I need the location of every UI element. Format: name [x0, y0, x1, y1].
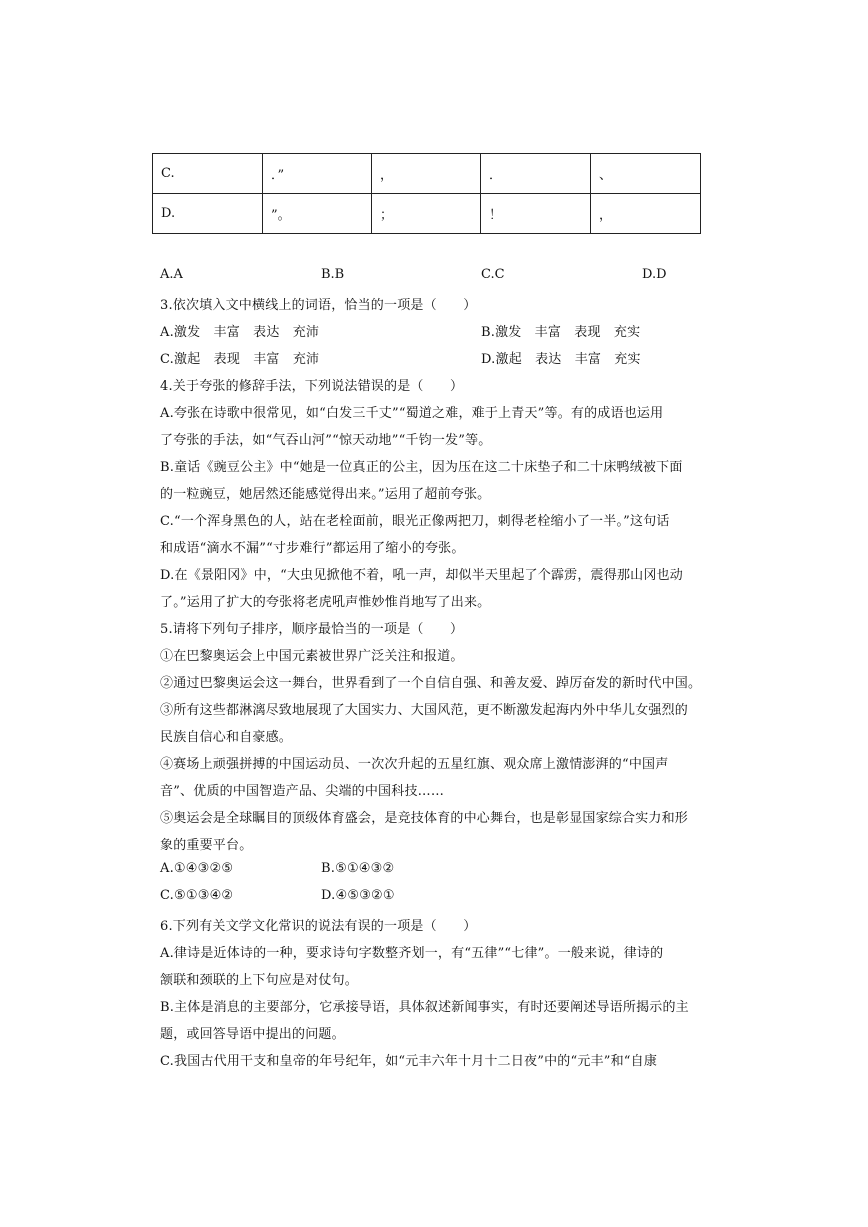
question-5-option-d: D.④⑤③②①: [321, 888, 395, 903]
table-cell: C.: [153, 154, 263, 194]
question-4-line: A.夸张在诗歌中很常见，如“白发三千丈”“蜀道之难，难于上青天”等。有的成语也运用: [160, 406, 664, 421]
question-6-line: A.律诗是近体诗的一种，要求诗句字数整齐划一，有“五律”“七律”。一般来说，律诗的: [160, 946, 664, 961]
table-cell: ．: [481, 154, 591, 194]
question-6-line: B.主体是消息的主要部分，它承接导语，具体叙述新闻事实，有时还要阐述导语所揭示的主: [160, 1000, 689, 1015]
question-5-stem: 5.请将下列句子排序，顺序最恰当的一项是（ ）: [160, 622, 464, 637]
table-cell: D.: [153, 194, 263, 234]
question-5-sentence: ⑤奥运会是全球瞩目的顶级体育盛会，是竞技体育的中心舞台，也是彰显国家综合实力和形: [160, 811, 689, 826]
punctuation-options-table: [152, 153, 701, 234]
question-4-line: D.在《景阳冈》中，“大虫见掀他不着，吼一声，却似半天里起了个霹雳，震得那山冈也动: [160, 568, 683, 583]
question-6-line: C.我国古代用干支和皇帝的年号纪年，如“元丰六年十月十二日夜”中的“元丰”和“自康: [160, 1054, 658, 1069]
table-row: [153, 154, 701, 194]
question-5-sentence: 象的重要平台。: [160, 838, 253, 853]
table-cell: 、: [591, 154, 701, 194]
question-3-option-c: C.激起 表现 丰富 充沛: [160, 352, 320, 367]
question-5-option-a: A.①④③②⑤: [160, 861, 234, 876]
question-3-option-d: D.激起 表达 丰富 充实: [481, 352, 641, 367]
table-cell: ，: [591, 194, 701, 234]
question-5-sentence: ②通过巴黎奥运会这一舞台，世界看到了一个自信自强、和善友爱、踔厉奋发的新时代中国。: [160, 676, 702, 691]
table-cell: ．”: [263, 154, 372, 194]
table-cell: ！: [481, 194, 591, 234]
question-6-line: 颔联和颈联的上下句应是对仗句。: [160, 973, 359, 988]
question-3-option-a: A.激发 丰富 表达 充沛: [160, 325, 320, 340]
question-5-sentence: ①在巴黎奥运会上中国元素被世界广泛关注和报道。: [160, 649, 464, 664]
answer-option-d: D.D: [642, 267, 667, 282]
question-4-line: 和成语“滴水不漏”“寸步难行”都运用了缩小的夸张。: [160, 541, 465, 556]
question-4-line: 了。”运用了扩大的夸张将老虎吼声惟妙惟肖地写了出来。: [160, 595, 491, 610]
question-4-stem: 4.关于夸张的修辞手法，下列说法错误的是（ ）: [160, 379, 464, 394]
table-cell: ”。: [263, 194, 372, 234]
question-5-option-c: C.⑤①③④②: [160, 888, 234, 903]
table-row: [153, 194, 701, 234]
question-5-sentence: 音”、优质的中国智造产品、尖端的中国科技……: [160, 784, 445, 799]
question-3-option-b: B.激发 丰富 表现 充实: [481, 325, 641, 340]
question-5-sentence: 民族自信心和自豪感。: [160, 730, 293, 745]
question-4-line: 了夸张的手法，如“气吞山河”“惊天动地”“千钧一发”等。: [160, 433, 492, 448]
question-4-line: 的一粒豌豆，她居然还能感觉得出来。”运用了超前夸张。: [160, 487, 491, 502]
question-4-line: C.“一个浑身黑色的人，站在老栓面前，眼光正像两把刀，刺得老栓缩小了一半。”这句话: [160, 514, 670, 529]
question-5-sentence: ③所有这些都淋漓尽致地展现了大国实力、大国风范，更不断激发起海内外中华儿女强烈的: [160, 703, 689, 718]
question-6-line: 题，或回答导语中提出的问题。: [160, 1027, 345, 1042]
table-cell: ，: [372, 154, 481, 194]
question-4-line: B.童话《豌豆公主》中“她是一位真正的公主，因为压在这二十床垫子和二十床鸭绒被下面: [160, 460, 683, 475]
question-5-option-b: B.⑤①④③②: [321, 861, 395, 876]
answer-option-b: B.B: [321, 267, 345, 282]
answer-option-a: A.A: [160, 267, 183, 282]
table-cell: ；: [372, 194, 481, 234]
q2-answer-options: [0, 267, 868, 287]
question-6-stem: 6.下列有关文学文化常识的说法有误的一项是（ ）: [160, 919, 477, 934]
answer-option-c: C.C: [481, 267, 505, 282]
question-3-stem: 3.依次填入文中横线上的词语，恰当的一项是（ ）: [160, 298, 477, 313]
question-5-sentence: ④赛场上顽强拼搏的中国运动员、一次次升起的五星红旗、观众席上激情澎湃的“中国声: [160, 757, 669, 772]
